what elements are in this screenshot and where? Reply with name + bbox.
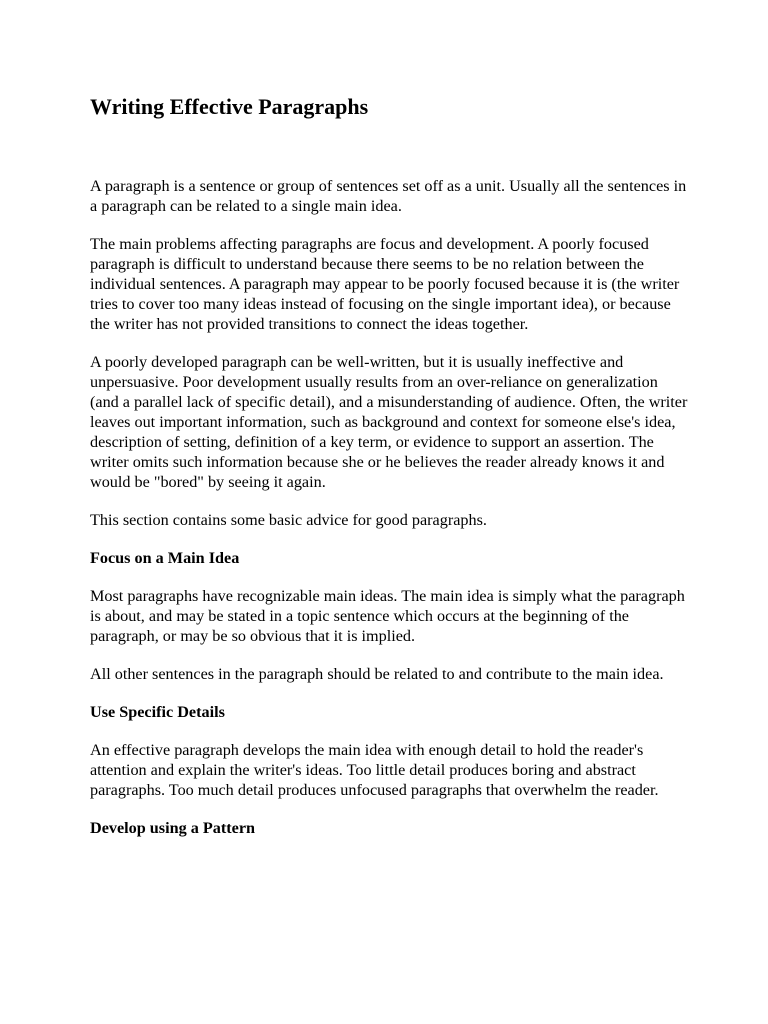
- section-heading-details: Use Specific Details: [90, 703, 225, 721]
- paragraph-main-ideas: Most paragraphs have recognizable main ideas. The main idea is simply what the paragraph is about, and may be stated in a topic sentence which occurs at the beginning of the paragraph, or may be so obvious that it is implied.: [90, 587, 685, 645]
- paragraph-poor-development: A poorly developed paragraph can be well-written, but it is usually ineffective and unpersuasive. Poor development usually results from an over-reliance on generalization (and a parallel lack of specific detail), and a misunderstanding of audience. Often, the writer leaves out important information, such as background and context for someone else's idea, description of setting, definition of a key term, or evidence to support an assertion. The writer omits such information because she or he believes the reader already knows it and would be "bored" by seeing it again.: [90, 353, 688, 491]
- section-heading-focus: Focus on a Main Idea: [90, 549, 240, 567]
- paragraph-section-intro: This section contains some basic advice for good paragraphs.: [90, 511, 487, 529]
- document-title: Writing Effective Paragraphs: [90, 94, 369, 119]
- paragraph-definition: A paragraph is a sentence or group of sentences set off as a unit. Usually all the sentences in a paragraph can be related to a single main idea.: [90, 177, 687, 215]
- paragraph-related-sentences: All other sentences in the paragraph should be related to and contribute to the main idea.: [90, 665, 664, 683]
- paragraph-main-problems: The main problems affecting paragraphs are focus and development. A poorly focused paragraph is difficult to understand because there seems to be no relation between the individual sentences. A paragraph may appear to be poorly focused because it is (the writer tries to cover too many ideas instead of focusing on the single important idea), or because the writer has not provided transitions to connect the ideas together.: [90, 235, 680, 333]
- section-heading-pattern: Develop using a Pattern: [90, 819, 256, 837]
- paragraph-specific-details: An effective paragraph develops the main idea with enough detail to hold the reader's attention and explain the writer's ideas. Too little detail produces boring and abstract paragraphs. Too much detail produces unfocused paragraphs that overwhelm the reader.: [90, 741, 659, 799]
- document-page: [90, 93, 690, 856]
